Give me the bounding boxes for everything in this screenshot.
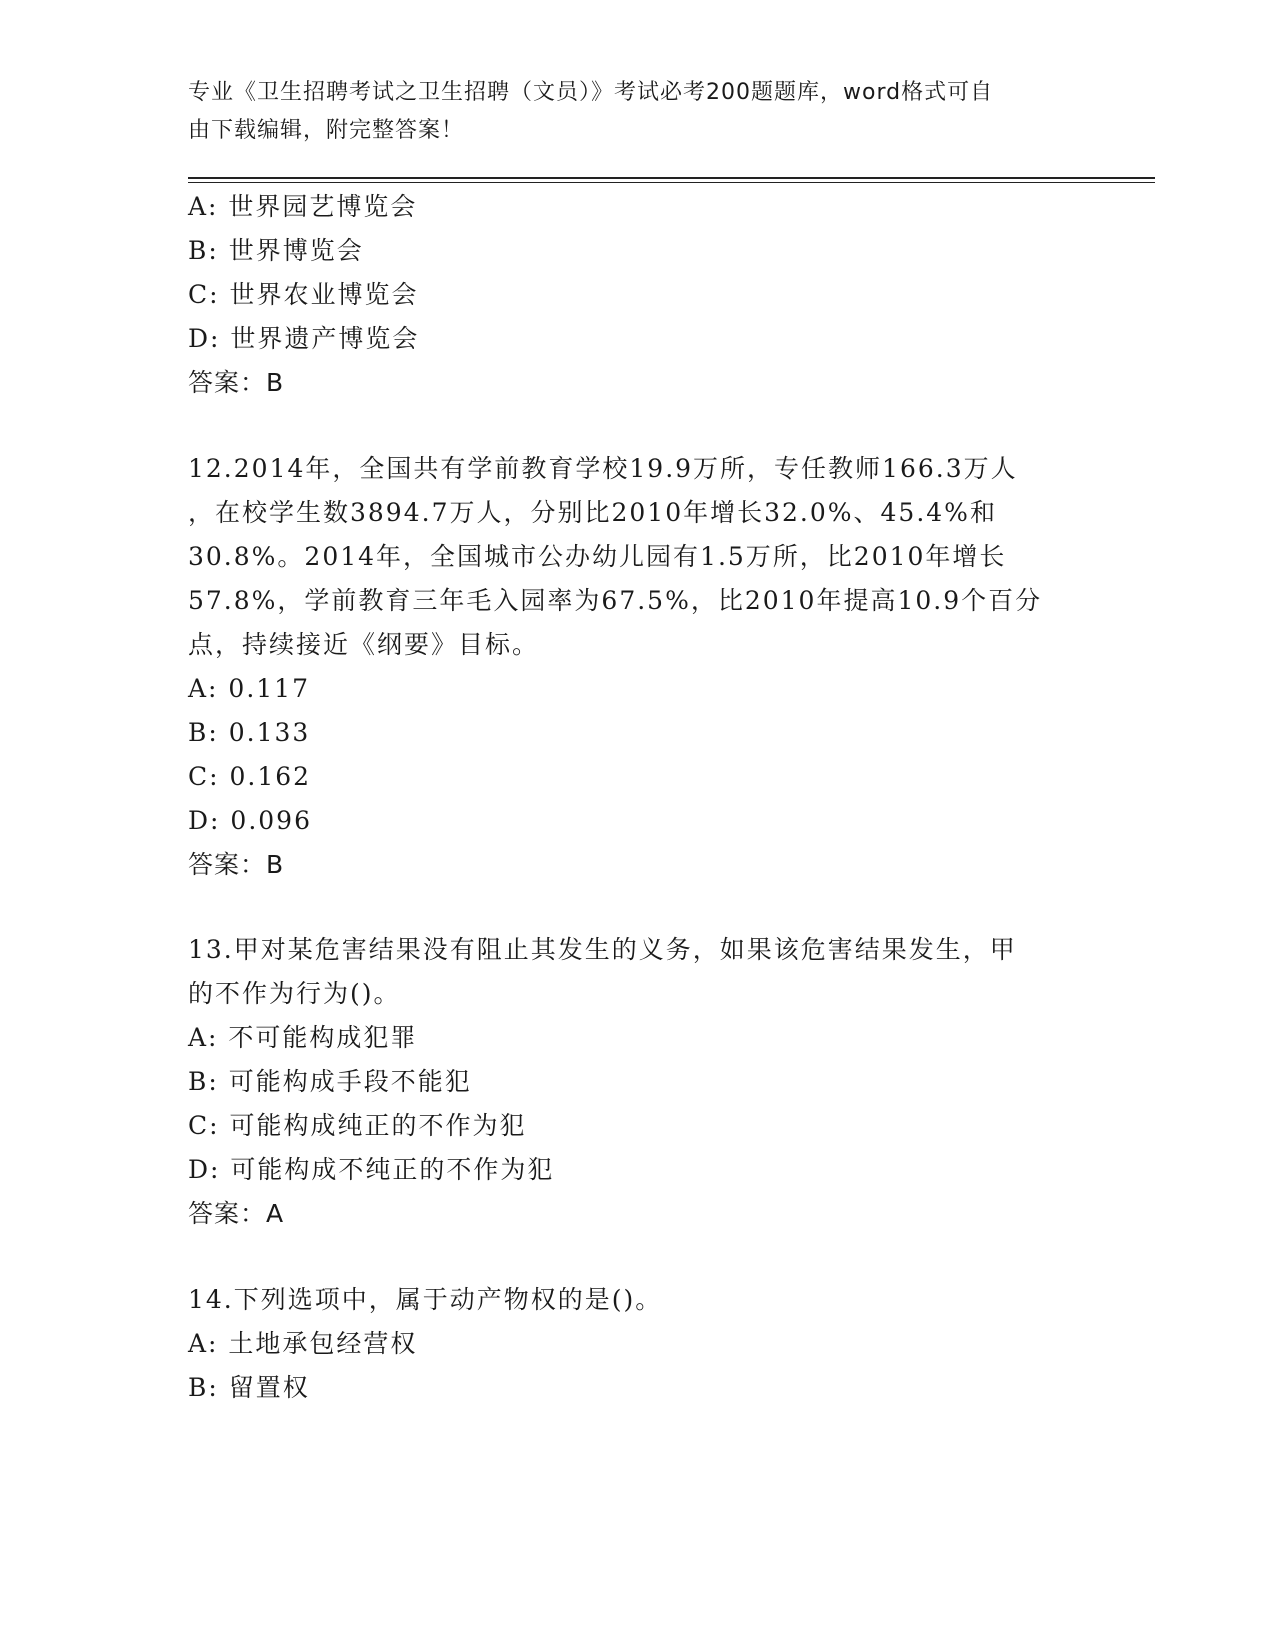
document-header: [188, 74, 1068, 150]
q13-option-d: D: 可能构成不纯正的不作为犯: [188, 1155, 555, 1184]
q12-stem-line-5: 点，持续接近《纲要》目标。: [188, 630, 540, 659]
q11-option-c: C: 世界农业博览会: [188, 280, 419, 309]
q12-option-a: A: 0.117: [188, 674, 310, 703]
q12-stem-line-3: 30.8%。2014年，全国城市公办幼儿园有1.5万所，比2010年增长: [188, 542, 1007, 571]
q12-option-d: D: 0.096: [188, 806, 312, 835]
header-line-2: 由下载编辑，附完整答案！: [188, 118, 465, 143]
q14-option-a: A: 土地承包经营权: [188, 1329, 418, 1358]
header-divider-thick: [188, 177, 1155, 179]
q11-option-d: D: 世界遗产博览会: [188, 324, 420, 353]
q13-stem-line-1: 13.甲对某危害结果没有阻止其发生的义务，如果该危害结果发生，甲: [188, 935, 1017, 964]
q13-option-c: C: 可能构成纯正的不作为犯: [188, 1111, 527, 1140]
q12-stem-line-1: 12.2014年，全国共有学前教育学校19.9万所，专任教师166.3万人: [188, 454, 1018, 483]
header-line-1: 专业《卫生招聘考试之卫生招聘（文员）》考试必考200题题库，word格式可自: [188, 80, 994, 105]
header-divider-thin: [188, 182, 1155, 183]
q13-option-b: B: 可能构成手段不能犯: [188, 1067, 472, 1096]
q14-stem-line-1: 14.下列选项中，属于动产物权的是()。: [188, 1285, 663, 1314]
q11-option-a: A: 世界园艺博览会: [188, 192, 418, 221]
q13-stem-line-2: 的不作为行为()。: [188, 979, 401, 1008]
q11-option-b: B: 世界博览会: [188, 236, 364, 265]
q14-option-b: B: 留置权: [188, 1373, 310, 1402]
q12-option-b: B: 0.133: [188, 718, 311, 747]
q13-option-a: A: 不可能构成犯罪: [188, 1023, 418, 1052]
q11-answer: 答案：B: [188, 368, 285, 397]
q12-option-c: C: 0.162: [188, 762, 312, 791]
q12-answer: 答案：B: [188, 850, 285, 879]
q13-answer: 答案：A: [188, 1199, 285, 1228]
q12-stem-line-4: 57.8%，学前教育三年毛入园率为67.5%，比2010年提高10.9个百分: [188, 586, 1043, 615]
q12-stem-line-2: ，在校学生数3894.7万人，分别比2010年增长32.0%、45.4%和: [188, 498, 997, 527]
